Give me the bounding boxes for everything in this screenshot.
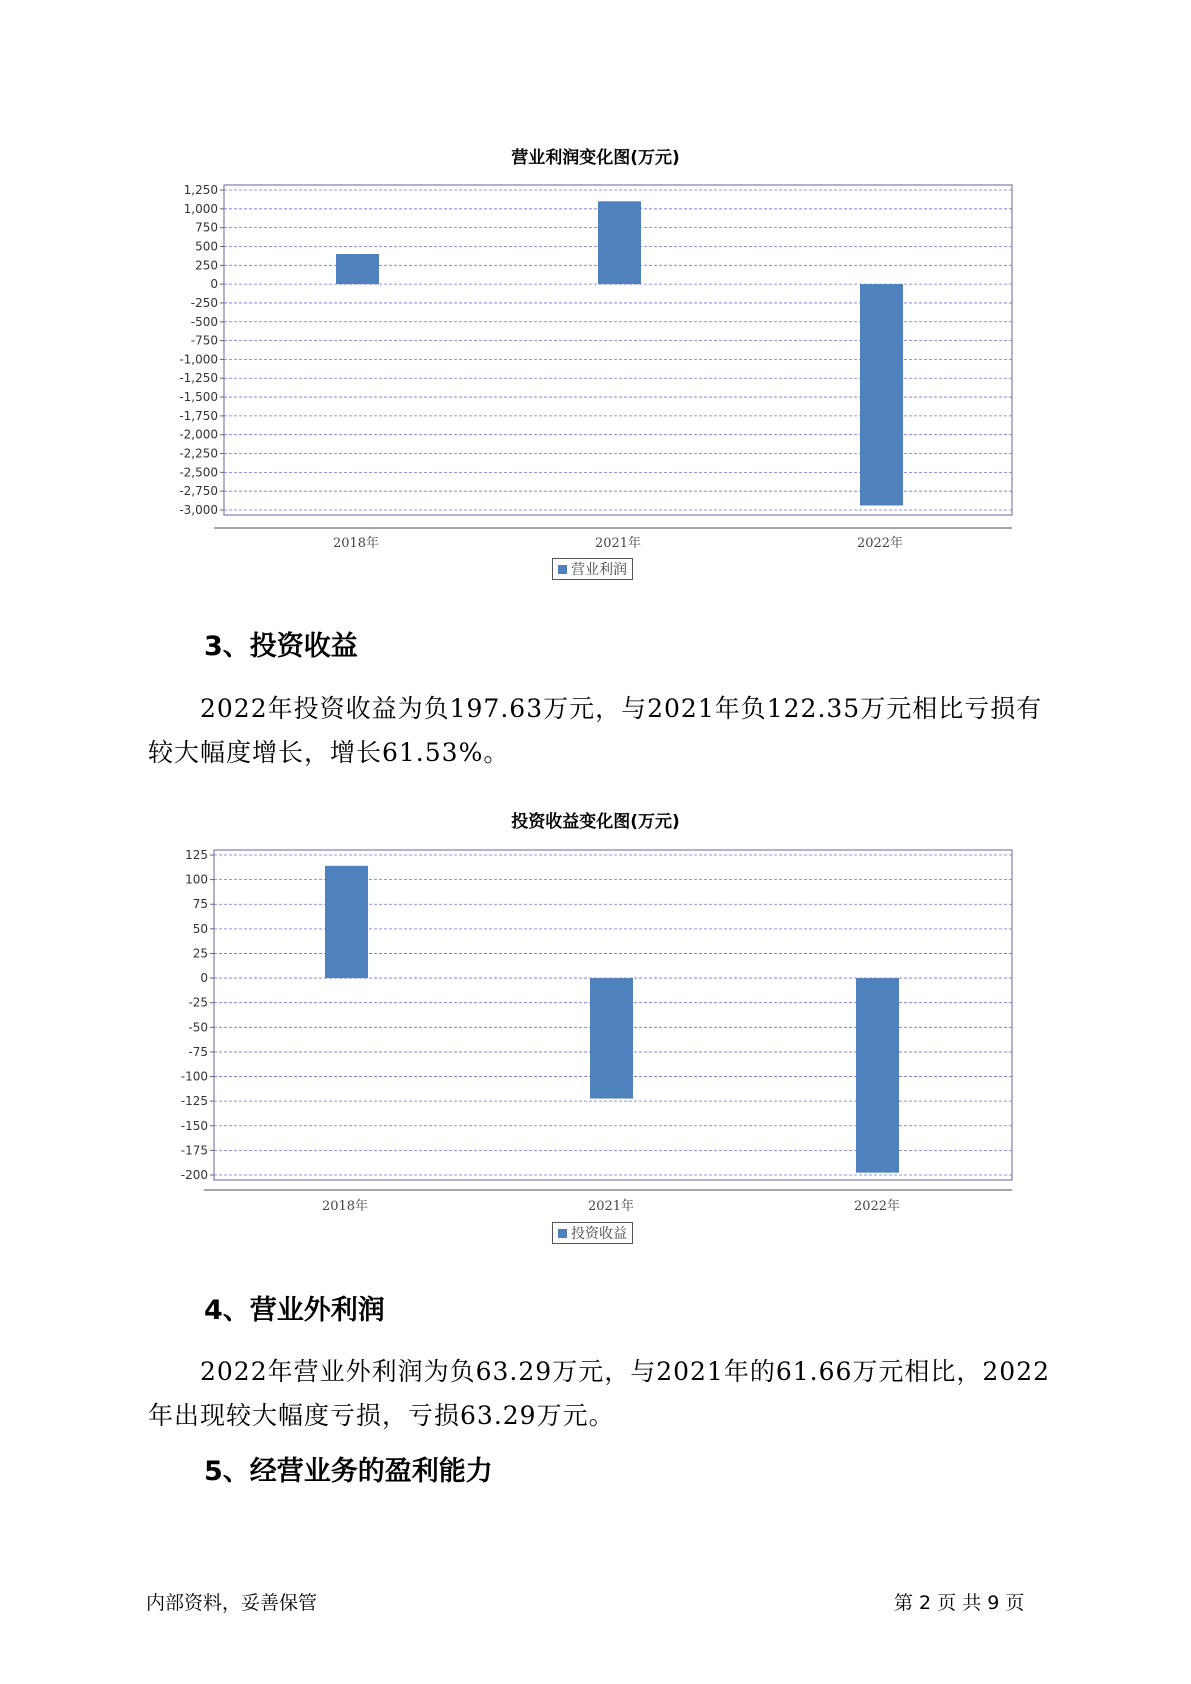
y-tick-label: -1,500 xyxy=(179,390,218,405)
bar-2018年 xyxy=(325,866,368,978)
chart-legend-investment-income xyxy=(552,1222,633,1244)
x-tick-label: 2018年 xyxy=(332,536,380,551)
chart-legend-operating-profit xyxy=(552,558,633,580)
y-tick-label: 500 xyxy=(195,239,218,254)
footer-note: 内部资料，妥善保管 xyxy=(146,1592,318,1614)
section-heading-non-operating-profit: 4、营业外利润 xyxy=(204,1295,385,1326)
paragraph-non-operating-profit xyxy=(148,1350,1053,1438)
y-tick-label: -2,500 xyxy=(179,465,218,480)
y-tick-label: 250 xyxy=(195,258,218,273)
y-tick-label: -50 xyxy=(188,1020,208,1035)
y-tick-label: 25 xyxy=(192,946,208,961)
x-tick-label: 2021年 xyxy=(594,536,642,551)
y-tick-label: -75 xyxy=(188,1044,208,1059)
y-tick-label: -125 xyxy=(180,1094,208,1109)
y-tick-label: 0 xyxy=(200,971,208,986)
y-tick-label: -175 xyxy=(180,1143,208,1158)
chart-title-investment-income: 投资收益变化图(万元) xyxy=(511,812,680,832)
y-tick-label: -250 xyxy=(190,295,218,310)
section-heading-investment-income: 3、投资收益 xyxy=(204,631,358,662)
bar-2021年 xyxy=(590,978,633,1098)
bar-2021年 xyxy=(598,201,641,284)
investment-income-chart xyxy=(0,838,1191,1214)
paragraph-line: 2022年营业外利润为负63.29万元，与2021年的61.66万元相比，2022 xyxy=(200,1357,1051,1386)
chart-title-operating-profit: 营业利润变化图(万元) xyxy=(511,148,680,168)
y-tick-label: -150 xyxy=(180,1118,208,1133)
y-tick-label: -2,750 xyxy=(179,484,218,499)
y-tick-label: -1,250 xyxy=(179,371,218,386)
legend-label: 营业利润 xyxy=(571,562,627,578)
bar-2018年 xyxy=(336,254,379,284)
y-tick-label: -25 xyxy=(188,995,208,1010)
bar-2022年 xyxy=(856,978,899,1173)
legend-label: 投资收益 xyxy=(571,1226,627,1242)
y-tick-label: -3,000 xyxy=(179,503,218,517)
y-tick-label: -1,750 xyxy=(179,408,218,423)
y-tick-label: 75 xyxy=(192,897,208,912)
operating-profit-chart xyxy=(0,170,1191,551)
legend-swatch xyxy=(558,565,567,574)
y-tick-label: 1,000 xyxy=(183,201,218,216)
y-tick-label: 0 xyxy=(210,277,218,292)
legend-swatch xyxy=(558,1229,567,1238)
y-tick-label: -2,250 xyxy=(179,446,218,461)
y-tick-label: -500 xyxy=(190,314,218,329)
section-heading-profitability: 5、经营业务的盈利能力 xyxy=(204,1456,493,1487)
y-tick-label: 125 xyxy=(185,848,208,862)
paragraph-line: 2022年投资收益为负197.63万元，与2021年负122.35万元相比亏损有 xyxy=(200,694,1043,723)
y-tick-label: -1,000 xyxy=(179,352,218,367)
x-tick-label: 2018年 xyxy=(321,1199,369,1214)
x-tick-label: 2022年 xyxy=(853,1199,901,1214)
x-tick-label: 2021年 xyxy=(587,1199,635,1214)
page-number: 第 2 页 共 9 页 xyxy=(894,1592,1025,1614)
paragraph-line: 年出现较大幅度亏损，亏损63.29万元。 xyxy=(148,1401,615,1430)
y-tick-label: 50 xyxy=(192,921,208,936)
x-tick-label: 2022年 xyxy=(856,536,904,551)
paragraph-line: 较大幅度增长，增长61.53%。 xyxy=(148,738,510,767)
y-tick-label: -200 xyxy=(180,1168,208,1182)
paragraph-investment-income xyxy=(148,687,1053,775)
y-tick-label: -2,000 xyxy=(179,427,218,442)
y-tick-label: -100 xyxy=(180,1069,208,1084)
bar-2022年 xyxy=(860,284,903,505)
y-tick-label: 750 xyxy=(195,220,218,235)
y-tick-label: 1,250 xyxy=(183,183,218,197)
y-tick-label: 100 xyxy=(185,872,208,887)
y-tick-label: -750 xyxy=(190,333,218,348)
